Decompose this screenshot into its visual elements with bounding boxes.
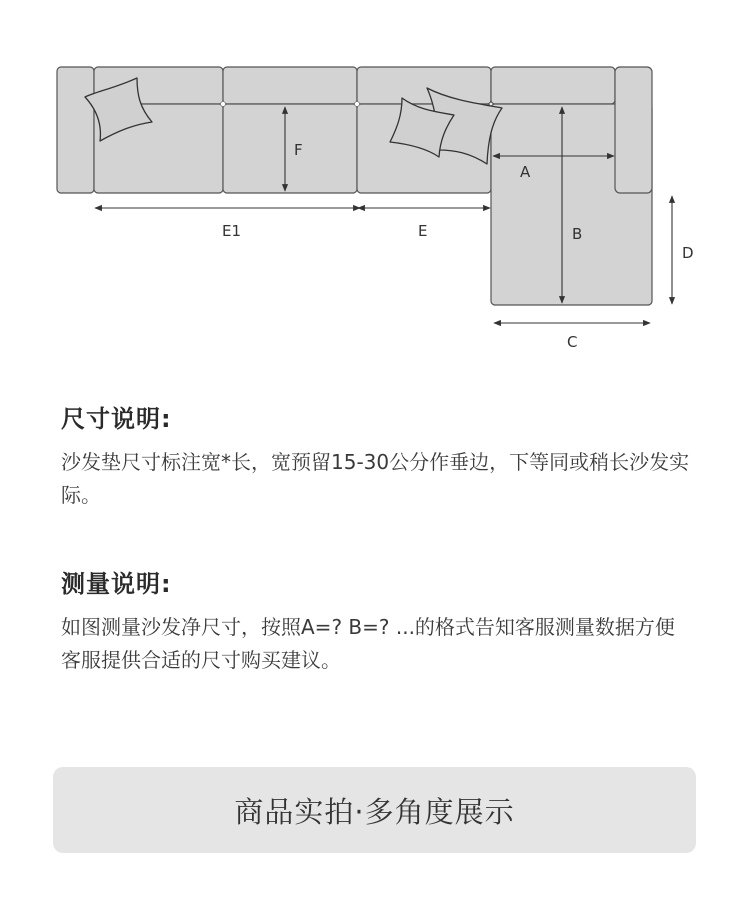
product-photos-label: 商品实拍·多角度展示 [234, 794, 515, 829]
dim-label-F: F [294, 141, 303, 159]
measure-note-body: 如图测量沙发净尺寸，按照A=? B=? ...的格式告知客服测量数据方便客服提供合适的尺寸购买建议。 [61, 615, 675, 672]
dim-label-E: E [418, 222, 428, 240]
left-armrest [57, 67, 94, 193]
size-note-body: 沙发垫尺寸标注宽*长，宽预留15-30公分作垂边，下等同或稍长沙发实际。 [61, 450, 690, 507]
right-armrest [615, 67, 652, 193]
size-note-section [61, 402, 691, 512]
dim-label-D: D [682, 244, 694, 262]
measure-note-section [61, 567, 691, 677]
dim-label-C: C [567, 333, 578, 351]
size-note-title: 尺寸说明: [61, 405, 172, 433]
back-cushion-2 [223, 67, 357, 104]
measure-note-title: 测量说明: [61, 570, 172, 598]
dim-label-A: A [520, 163, 531, 181]
dim-label-B: B [572, 225, 583, 243]
sofa-dimension-diagram [0, 0, 750, 370]
seat-cushion-2 [223, 104, 357, 193]
back-cushion-4 [491, 67, 615, 104]
back-cushion-3 [357, 67, 491, 104]
product-photos-button[interactable] [53, 767, 696, 853]
dim-label-E1: E1 [222, 222, 242, 240]
